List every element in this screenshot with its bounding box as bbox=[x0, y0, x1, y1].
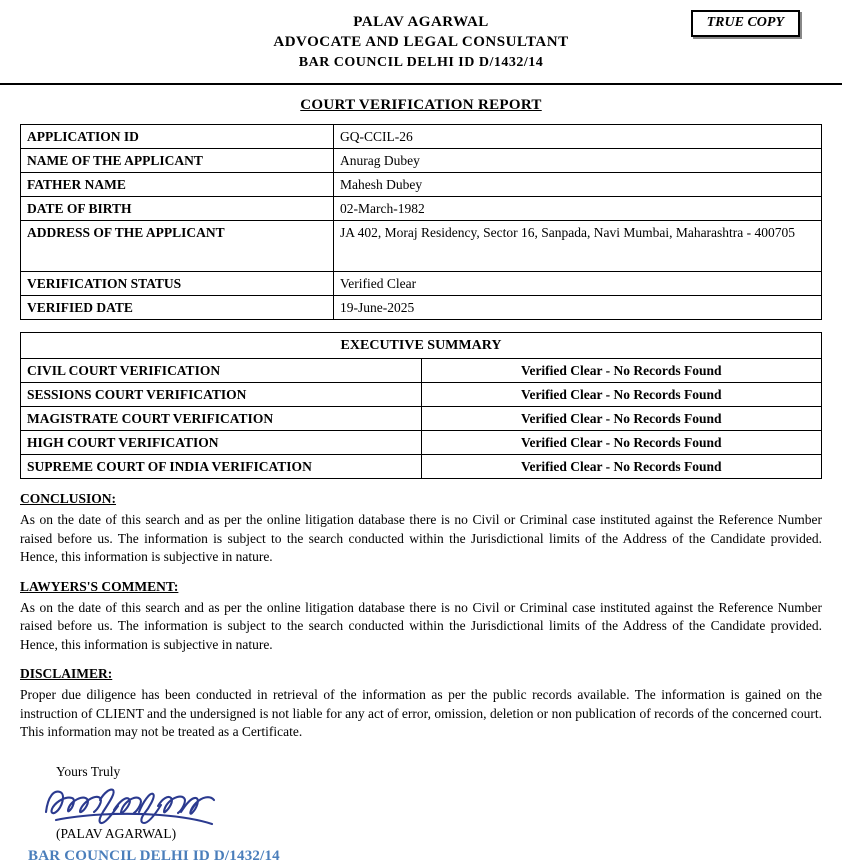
table-row bbox=[21, 221, 822, 272]
conclusion-title: CONCLUSION: bbox=[20, 491, 117, 506]
disclaimer-body: Proper due diligence has been conducted in retrieval of the information as per the public records available. The information is gained on the instruction of CLIENT and the undersigned is not liable for any act of error, omission, deletion or non publication of records of the concerned court. This information may not be treated as a Certificate. bbox=[20, 687, 822, 739]
summary-result: Verified Clear - No Records Found bbox=[421, 383, 822, 407]
lawyers-comment-body: As on the date of this search and as per the online litigation database there is no Civil or Criminal case instituted against the Reference Number raised before us. The information is subject to the search conducted within the Jurisdictional limits of the Address of the Candidate provided. Hence, this information is subjective in nature. bbox=[20, 599, 822, 652]
footer-bar-council-id: BAR COUNCIL DELHI ID D/1432/14 bbox=[28, 847, 280, 864]
detail-value: Verified Clear bbox=[334, 272, 822, 296]
executive-summary-table bbox=[20, 332, 822, 479]
summary-label: HIGH COURT VERIFICATION bbox=[21, 431, 422, 455]
table-row bbox=[21, 125, 822, 149]
table-row bbox=[21, 431, 822, 455]
letterhead-name: PALAV AGARWAL bbox=[353, 14, 489, 30]
summary-result: Verified Clear - No Records Found bbox=[421, 407, 822, 431]
summary-heading: EXECUTIVE SUMMARY bbox=[21, 333, 822, 359]
table-row bbox=[21, 296, 822, 320]
closing-salutation: Yours Truly bbox=[56, 763, 121, 779]
letterhead-designation: ADVOCATE AND LEGAL CONSULTANT bbox=[273, 34, 569, 50]
disclaimer-section bbox=[20, 666, 822, 742]
detail-label: APPLICATION ID bbox=[21, 125, 334, 149]
lawyers-comment-title: LAWYERS'S COMMENT: bbox=[20, 578, 179, 594]
disclaimer-title: DISCLAIMER: bbox=[20, 666, 113, 681]
summary-label: SESSIONS COURT VERIFICATION bbox=[21, 383, 422, 407]
applicant-details-table bbox=[20, 124, 822, 320]
detail-label: VERIFICATION STATUS bbox=[21, 272, 334, 296]
detail-value: Mahesh Dubey bbox=[334, 173, 822, 197]
signatory-name: (PALAV AGARWAL) bbox=[56, 825, 177, 841]
signature-image bbox=[40, 782, 240, 828]
table-row bbox=[21, 407, 822, 431]
detail-label: FATHER NAME bbox=[21, 173, 334, 197]
detail-label: ADDRESS OF THE APPLICANT bbox=[21, 221, 334, 272]
page-title: COURT VERIFICATION REPORT bbox=[300, 97, 542, 113]
table-row bbox=[21, 455, 822, 479]
detail-label: NAME OF THE APPLICANT bbox=[21, 149, 334, 173]
conclusion-body: As on the date of this search and as per the online litigation database there is no Civil or Criminal case instituted against the Reference Number raised before us. The information is subject to the search conducted within the Jurisdictional limits of the Address of the Candidate provided. Hence, this information is subjective in nature. bbox=[20, 512, 822, 564]
lawyers-comment-section bbox=[20, 579, 822, 655]
header-divider bbox=[0, 83, 842, 85]
table-row bbox=[21, 149, 822, 173]
summary-label: MAGISTRATE COURT VERIFICATION bbox=[21, 407, 422, 431]
table-row bbox=[21, 197, 822, 221]
detail-value: JA 402, Moraj Residency, Sector 16, Sanpada, Navi Mumbai, Maharashtra - 400705 bbox=[334, 221, 822, 272]
summary-result: Verified Clear - No Records Found bbox=[421, 431, 822, 455]
detail-value: GQ-CCIL-26 bbox=[334, 125, 822, 149]
table-row bbox=[21, 359, 822, 383]
true-copy-stamp: TRUE COPY bbox=[691, 10, 800, 37]
detail-label: DATE OF BIRTH bbox=[21, 197, 334, 221]
summary-heading-row bbox=[21, 333, 822, 359]
summary-result: Verified Clear - No Records Found bbox=[421, 359, 822, 383]
summary-result: Verified Clear - No Records Found bbox=[421, 455, 822, 479]
signature-block bbox=[40, 764, 842, 842]
table-row bbox=[21, 173, 822, 197]
detail-value: 02-March-1982 bbox=[334, 197, 822, 221]
conclusion-section bbox=[20, 491, 822, 567]
detail-label: VERIFIED DATE bbox=[21, 296, 334, 320]
table-row bbox=[21, 272, 822, 296]
detail-value: Anurag Dubey bbox=[334, 149, 822, 173]
table-row bbox=[21, 383, 822, 407]
detail-value: 19-June-2025 bbox=[334, 296, 822, 320]
summary-label: SUPREME COURT OF INDIA VERIFICATION bbox=[21, 455, 422, 479]
letterhead-bar-council-id: BAR COUNCIL DELHI ID D/1432/14 bbox=[298, 55, 544, 70]
summary-label: CIVIL COURT VERIFICATION bbox=[21, 359, 422, 383]
